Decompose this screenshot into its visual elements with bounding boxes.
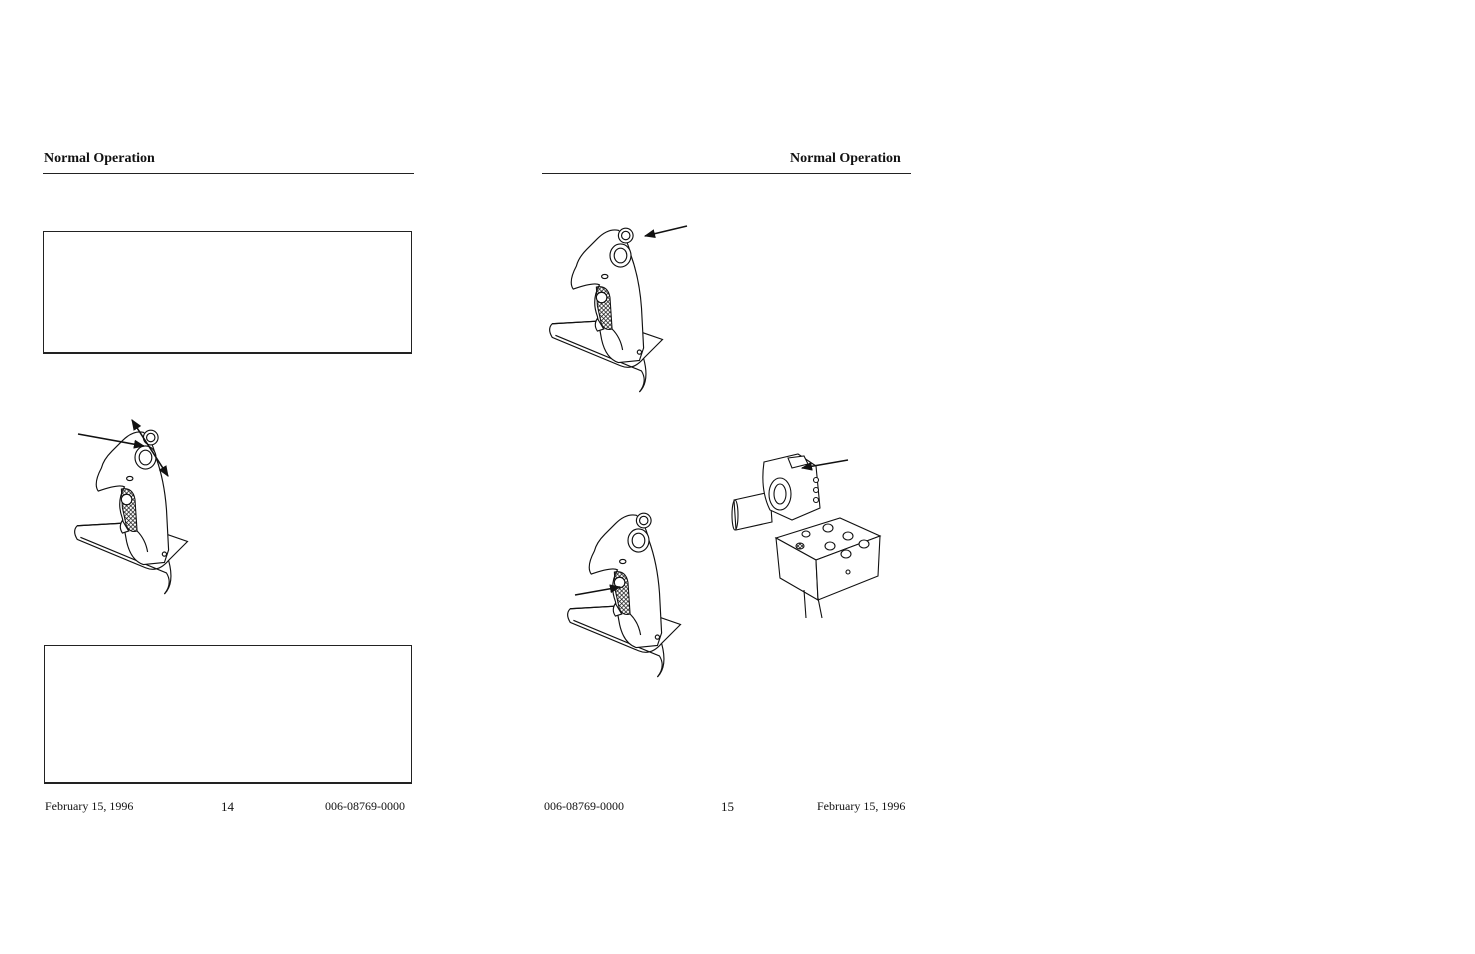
control-grip-illustration-2 (545, 220, 690, 395)
left-note-box-top (43, 231, 412, 354)
control-grip-illustration-1 (62, 420, 202, 595)
left-header-rule (43, 173, 414, 174)
right-page-number: 15 (721, 799, 734, 814)
left-footer-date: February 15, 1996 (45, 799, 134, 813)
control-grip-illustration-3 (565, 505, 695, 685)
control-panel-illustration (730, 450, 885, 620)
left-page-number: 14 (221, 799, 234, 814)
right-page-header: Normal Operation (790, 151, 901, 166)
left-note-box-bottom (44, 645, 412, 784)
right-footer-date: February 15, 1996 (817, 799, 906, 813)
left-page-header: Normal Operation (44, 151, 155, 166)
right-footer-doc-number: 006-08769-0000 (544, 799, 624, 813)
left-footer-doc-number: 006-08769-0000 (325, 799, 405, 813)
right-header-rule (542, 173, 911, 174)
